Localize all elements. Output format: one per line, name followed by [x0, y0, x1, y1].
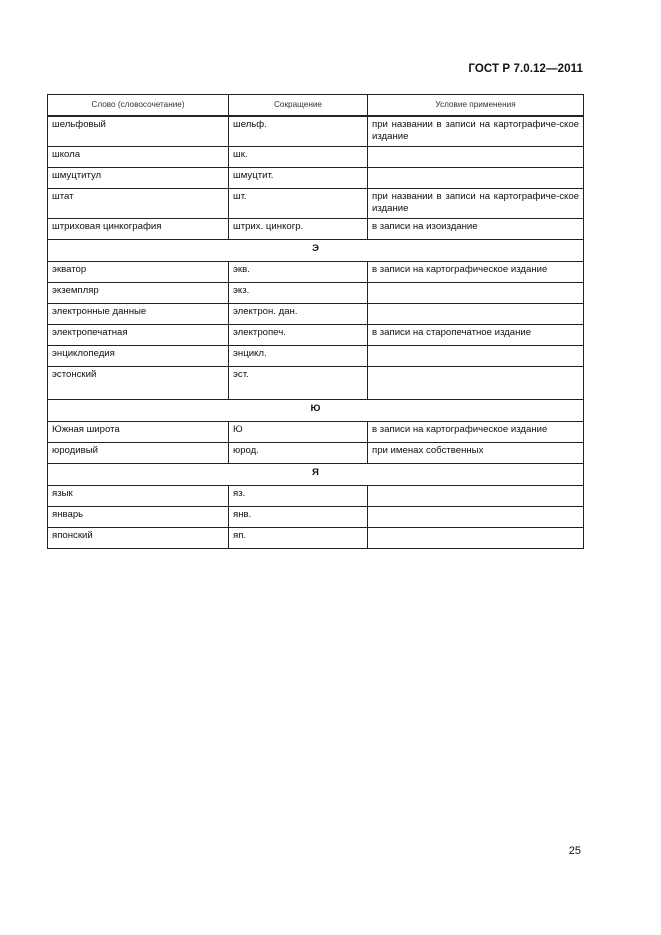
table-row [48, 283, 584, 304]
abbreviation-cell: шельф. [229, 116, 368, 147]
condition-cell: при названии в записи на картографиче-ское издание [368, 116, 584, 147]
condition-cell: в записи на старопечатное издание [368, 325, 584, 346]
column-header-word: Слово (словосочетание) [48, 95, 229, 117]
word-cell: штриховая цинкография [48, 219, 229, 240]
abbreviation-cell: шт. [229, 189, 368, 219]
section-letter: Ю [48, 400, 584, 422]
word-cell: электронные данные [48, 304, 229, 325]
column-header-condition: Условие применения [368, 95, 584, 117]
table-row [48, 219, 584, 240]
condition-cell: при названии в записи на картографиче-ское издание [368, 189, 584, 219]
abbreviation-cell: эст. [229, 367, 368, 400]
table-row [48, 486, 584, 507]
abbreviation-cell: шк. [229, 147, 368, 168]
word-cell: штат [48, 189, 229, 219]
table-row [48, 325, 584, 346]
table-row [48, 189, 584, 219]
table-row [48, 422, 584, 443]
word-cell: язык [48, 486, 229, 507]
abbreviation-cell: янв. [229, 507, 368, 528]
table-row [48, 304, 584, 325]
condition-cell [368, 367, 584, 400]
condition-cell: в записи на картографическое издание [368, 262, 584, 283]
abbreviation-cell: яп. [229, 528, 368, 549]
word-cell: экватор [48, 262, 229, 283]
abbreviation-cell: яз. [229, 486, 368, 507]
condition-cell [368, 304, 584, 325]
condition-cell [368, 283, 584, 304]
word-cell: шельфовый [48, 116, 229, 147]
abbreviation-cell: экв. [229, 262, 368, 283]
condition-cell [368, 147, 584, 168]
section-letter: Я [48, 464, 584, 486]
abbreviation-cell: Ю [229, 422, 368, 443]
word-cell: январь [48, 507, 229, 528]
table-row [48, 262, 584, 283]
letter-section-row [48, 240, 584, 262]
condition-cell: в записи на изоиздание [368, 219, 584, 240]
word-cell: электропечатная [48, 325, 229, 346]
condition-cell [368, 528, 584, 549]
table-row [48, 116, 584, 147]
table-row [48, 346, 584, 367]
table-row [48, 528, 584, 549]
abbreviation-cell: юрод. [229, 443, 368, 464]
word-cell: экземпляр [48, 283, 229, 304]
condition-cell [368, 486, 584, 507]
letter-section-row [48, 464, 584, 486]
table-row [48, 507, 584, 528]
word-cell: Южная широта [48, 422, 229, 443]
abbreviation-cell: шмуцтит. [229, 168, 368, 189]
condition-cell [368, 346, 584, 367]
abbreviations-table [47, 94, 584, 549]
document-code: ГОСТ Р 7.0.12—2011 [468, 63, 583, 75]
word-cell: энциклопедия [48, 346, 229, 367]
word-cell: шмуцтитул [48, 168, 229, 189]
abbreviation-cell: электропеч. [229, 325, 368, 346]
letter-section-row [48, 400, 584, 422]
abbreviation-cell: экз. [229, 283, 368, 304]
table-row [48, 443, 584, 464]
abbreviation-cell: штрих. цинкогр. [229, 219, 368, 240]
page-number: 25 [568, 845, 581, 857]
word-cell: японский [48, 528, 229, 549]
column-header-abbreviation: Сокращение [229, 95, 368, 117]
table-body [48, 116, 584, 549]
abbreviation-cell: электрон. дан. [229, 304, 368, 325]
table-row [48, 168, 584, 189]
section-letter: Э [48, 240, 584, 262]
table-header [48, 95, 584, 117]
word-cell: эстонский [48, 367, 229, 400]
condition-cell: в записи на картографическое издание [368, 422, 584, 443]
condition-cell [368, 168, 584, 189]
word-cell: юродивый [48, 443, 229, 464]
header-row [48, 95, 584, 117]
abbreviation-cell: энцикл. [229, 346, 368, 367]
table-row [48, 147, 584, 168]
table-row [48, 367, 584, 400]
condition-cell: при именах собственных [368, 443, 584, 464]
word-cell: школа [48, 147, 229, 168]
condition-cell [368, 507, 584, 528]
